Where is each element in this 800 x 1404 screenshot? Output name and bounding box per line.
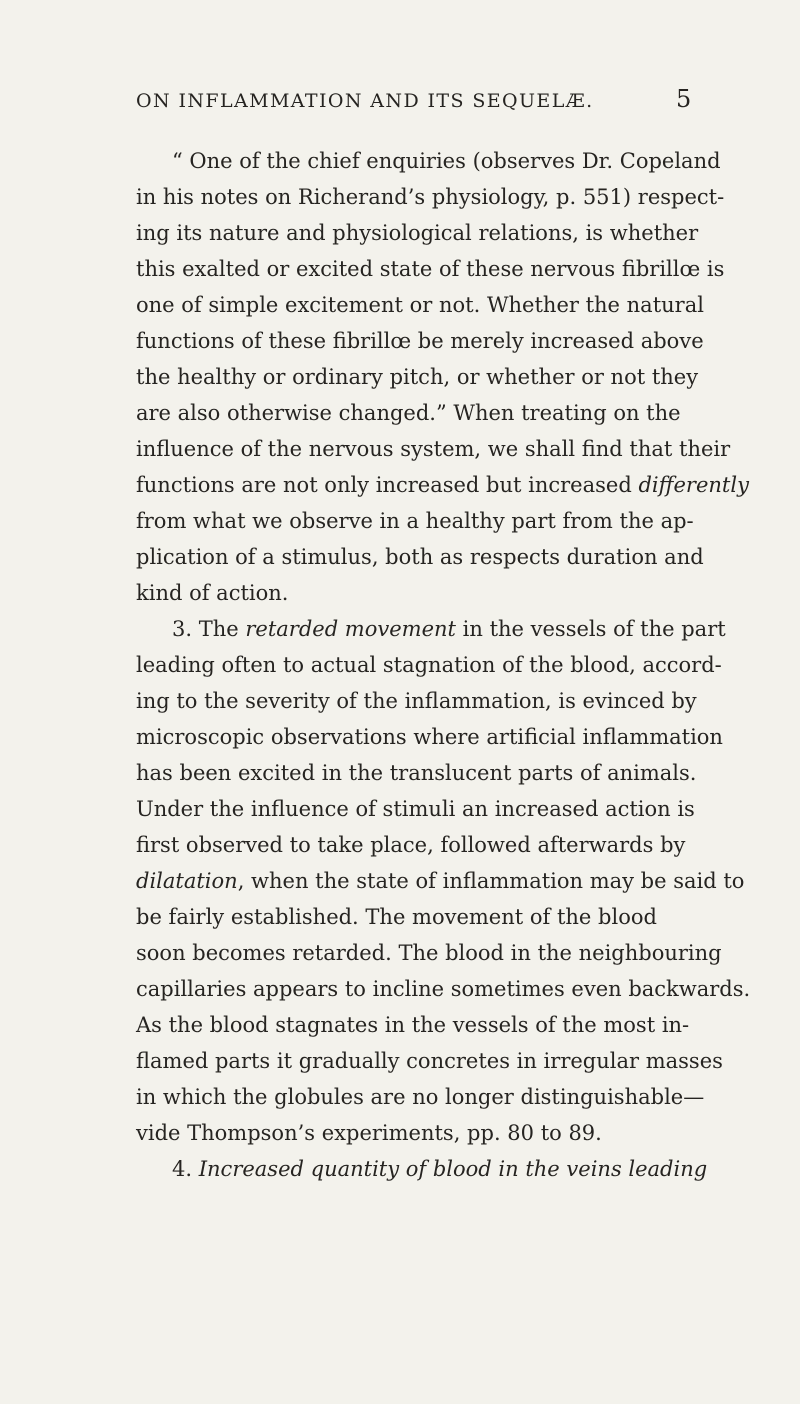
- text-line: “ One of the chief enquiries (observes Dr. Copeland: [172, 149, 721, 173]
- text-segment: 3. The: [172, 617, 239, 641]
- text-line: functions of these fibrillœ be merely increased above: [136, 329, 704, 353]
- text-segment: 4.: [172, 1157, 193, 1181]
- text-line: influence of the nervous system, we shall find that their: [136, 437, 731, 461]
- text-line: [136, 472, 749, 498]
- text-line: As the blood stagnates in the vessels of the most in-: [136, 1013, 690, 1037]
- text-line: soon becomes retarded. The blood in the neighbouring: [136, 941, 722, 965]
- text-line: in his notes on Richerand’s physiology, p. 551) respect-: [136, 185, 725, 209]
- text-line: [172, 1156, 708, 1182]
- text-line: vide Thompson’s experiments, pp. 80 to 89.: [136, 1121, 602, 1145]
- italic-term: dilatation: [136, 869, 238, 893]
- text-line: from what we observe in a healthy part from the ap-: [136, 509, 694, 533]
- text-line: one of simple excitement or not. Whether the natural: [136, 293, 704, 317]
- text-line: ing to the severity of the inflammation, is evinced by: [136, 689, 697, 713]
- page-number: 5: [676, 85, 692, 113]
- text-line: microscopic observations where artificial inflammation: [136, 725, 723, 749]
- text-line: [136, 868, 745, 894]
- text-line: Under the influence of stimuli an increased action is: [136, 797, 695, 821]
- italic-term: Increased quantity of blood in the veins leading: [198, 1157, 708, 1181]
- text-line: [172, 616, 726, 642]
- text-line: this exalted or excited state of these nervous fibrillœ is: [136, 257, 725, 281]
- text-line: ing its nature and physiological relations, is whether: [136, 221, 699, 245]
- text-segment: functions are not only increased but increased: [136, 473, 632, 497]
- text-line: plication of a stimulus, both as respects duration and: [136, 545, 704, 569]
- italic-term: differently: [638, 473, 749, 497]
- text-line: in which the globules are no longer distinguishable—: [136, 1085, 705, 1109]
- text-line: be fairly established. The movement of the blood: [136, 905, 657, 929]
- text-segment: , when the state of inflammation may be said to: [237, 869, 745, 893]
- text-line: the healthy or ordinary pitch, or whether or not they: [136, 365, 699, 389]
- text-line: first observed to take place, followed afterwards by: [136, 833, 686, 857]
- text-line: capillaries appears to incline sometimes even backwards.: [136, 977, 751, 1001]
- text-segment: in the vessels of the part: [462, 617, 726, 641]
- text-line: leading often to actual stagnation of the blood, accord-: [136, 653, 722, 677]
- text-line: kind of action.: [136, 581, 289, 605]
- italic-term: retarded movement: [245, 617, 456, 641]
- text-line: are also otherwise changed.” When treating on the: [136, 401, 681, 425]
- text-line: has been excited in the translucent parts of animals.: [136, 761, 697, 785]
- text-line: flamed parts it gradually concretes in irregular masses: [136, 1049, 723, 1073]
- running-head: ON INFLAMMATION AND ITS SEQUELÆ.: [136, 90, 594, 112]
